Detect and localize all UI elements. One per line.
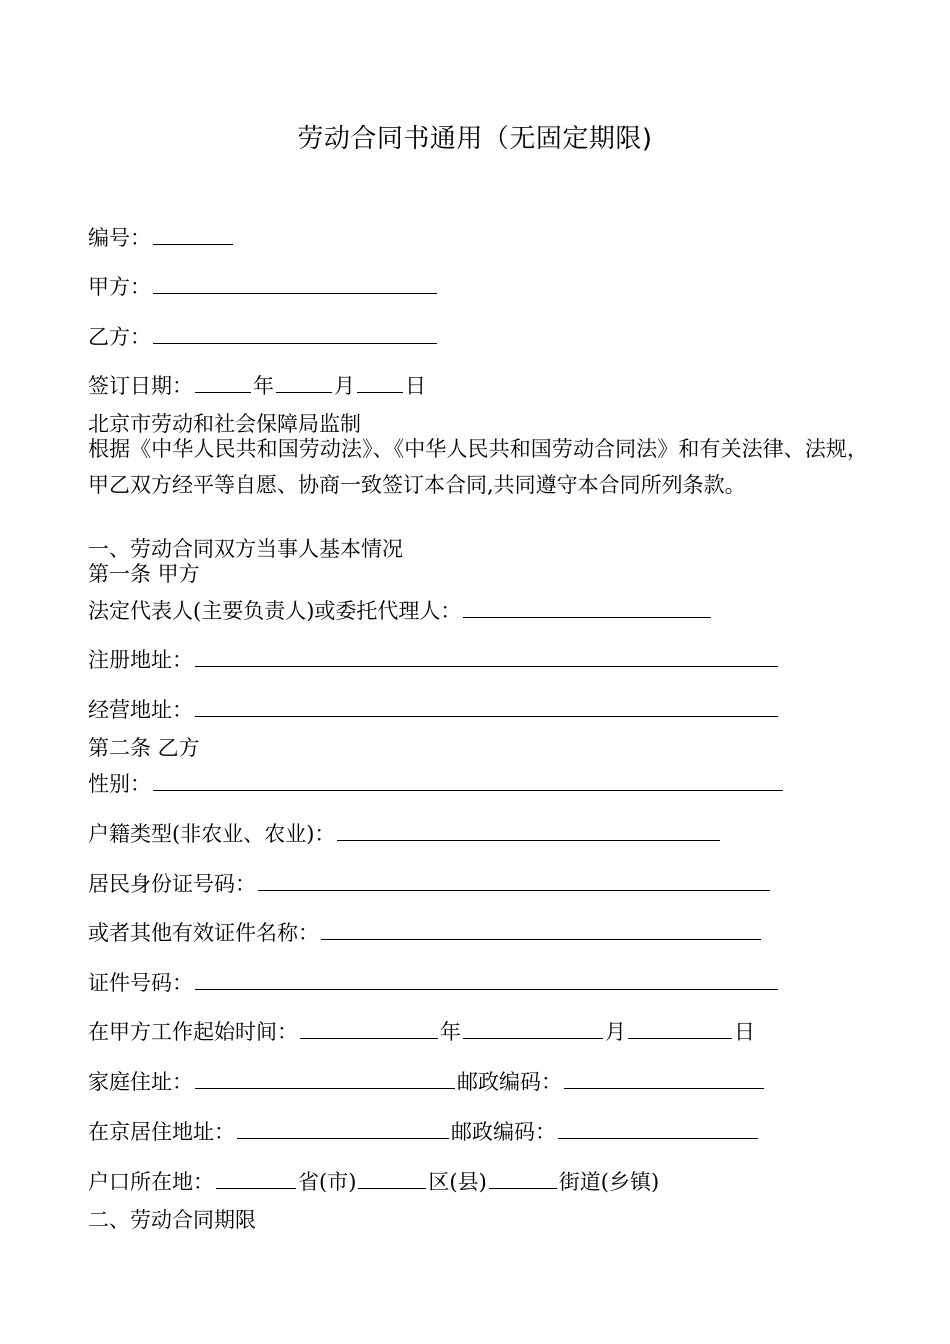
home-address-label: 家庭住址： <box>88 1070 193 1094</box>
year-label: 年 <box>253 374 274 398</box>
start-year-label: 年 <box>440 1020 461 1044</box>
beijing-address-row <box>88 1118 760 1146</box>
district-label: 区(县) <box>428 1170 487 1194</box>
month-label: 月 <box>334 374 355 398</box>
number-label: 编号： <box>88 226 151 250</box>
beijing-address-blank[interactable] <box>237 1118 449 1139</box>
party-b-row <box>88 323 439 351</box>
start-day-blank[interactable] <box>628 1018 732 1039</box>
home-address-row <box>88 1068 766 1096</box>
article2-heading: 第二条 乙方 <box>88 736 200 760</box>
start-month-blank[interactable] <box>463 1018 603 1039</box>
legal-rep-row <box>88 597 713 625</box>
other-cert-label: 或者其他有效证件名称： <box>88 921 319 945</box>
start-date-label: 在甲方工作起始时间： <box>88 1020 298 1044</box>
day-label: 日 <box>405 374 426 398</box>
start-date-row <box>88 1018 755 1046</box>
beijing-postcode-label: 邮政编码： <box>451 1120 556 1144</box>
preamble-paragraph: 根据《中华人民共和国劳动法》、《中华人民共和国劳动合同法》和有关法律、法规，甲乙双方经平等自愿、协商一致签订本合同,共同遵守本合同所列条款。 <box>88 437 868 497</box>
home-address-blank[interactable] <box>195 1068 455 1089</box>
cert-number-label: 证件号码： <box>88 971 193 995</box>
sign-day-blank[interactable] <box>357 372 403 393</box>
street-blank[interactable] <box>489 1168 557 1189</box>
number-row <box>88 224 235 252</box>
start-day-label: 日 <box>734 1020 755 1044</box>
supervisor-line: 北京市劳动和社会保障局监制 <box>88 412 361 436</box>
party-a-blank[interactable] <box>153 273 437 294</box>
sign-month-blank[interactable] <box>276 372 332 393</box>
section2-heading: 二、劳动合同期限 <box>88 1208 256 1232</box>
hukou-type-label: 户籍类型(非农业、农业)： <box>88 822 336 846</box>
gender-label: 性别： <box>88 772 151 796</box>
legal-rep-label: 法定代表人(主要负责人)或委托代理人： <box>88 599 462 623</box>
number-blank[interactable] <box>153 224 233 245</box>
home-postcode-label: 邮政编码： <box>457 1070 562 1094</box>
id-number-row <box>88 870 772 898</box>
sign-year-blank[interactable] <box>195 372 251 393</box>
other-cert-row <box>88 919 763 947</box>
reg-address-label: 注册地址： <box>88 648 193 672</box>
home-postcode-blank[interactable] <box>564 1068 764 1089</box>
document-title: 劳动合同书通用（无固定期限) <box>297 124 653 154</box>
gender-row <box>88 770 785 798</box>
id-number-label: 居民身份证号码： <box>88 872 256 896</box>
party-b-label: 乙方： <box>88 325 151 349</box>
party-b-blank[interactable] <box>153 323 437 344</box>
party-a-row <box>88 273 439 301</box>
biz-address-label: 经营地址： <box>88 698 193 722</box>
reg-address-blank[interactable] <box>195 646 778 667</box>
province-blank[interactable] <box>216 1168 296 1189</box>
start-month-label: 月 <box>605 1020 626 1044</box>
biz-address-blank[interactable] <box>195 696 778 717</box>
biz-address-row <box>88 696 780 724</box>
sign-date-row <box>88 372 426 400</box>
cert-number-blank[interactable] <box>195 969 778 990</box>
other-cert-blank[interactable] <box>321 919 761 940</box>
hukou-location-row <box>88 1168 659 1196</box>
article1-heading: 第一条 甲方 <box>88 562 200 586</box>
hukou-type-row <box>88 820 722 848</box>
beijing-postcode-blank[interactable] <box>558 1118 758 1139</box>
legal-rep-blank[interactable] <box>463 597 711 618</box>
cert-number-row <box>88 969 780 997</box>
province-label: 省(市) <box>298 1170 357 1194</box>
street-label: 街道(乡镇) <box>558 1170 660 1194</box>
section1-heading: 一、劳动合同双方当事人基本情况 <box>88 537 403 561</box>
start-year-blank[interactable] <box>300 1018 438 1039</box>
reg-address-row <box>88 646 780 674</box>
hukou-type-blank[interactable] <box>337 820 720 841</box>
id-number-blank[interactable] <box>258 870 770 891</box>
gender-blank[interactable] <box>153 770 783 791</box>
beijing-address-label: 在京居住地址： <box>88 1120 235 1144</box>
hukou-location-label: 户口所在地： <box>88 1170 214 1194</box>
sign-date-label: 签订日期： <box>88 374 193 398</box>
district-blank[interactable] <box>358 1168 426 1189</box>
party-a-label: 甲方： <box>88 275 151 299</box>
